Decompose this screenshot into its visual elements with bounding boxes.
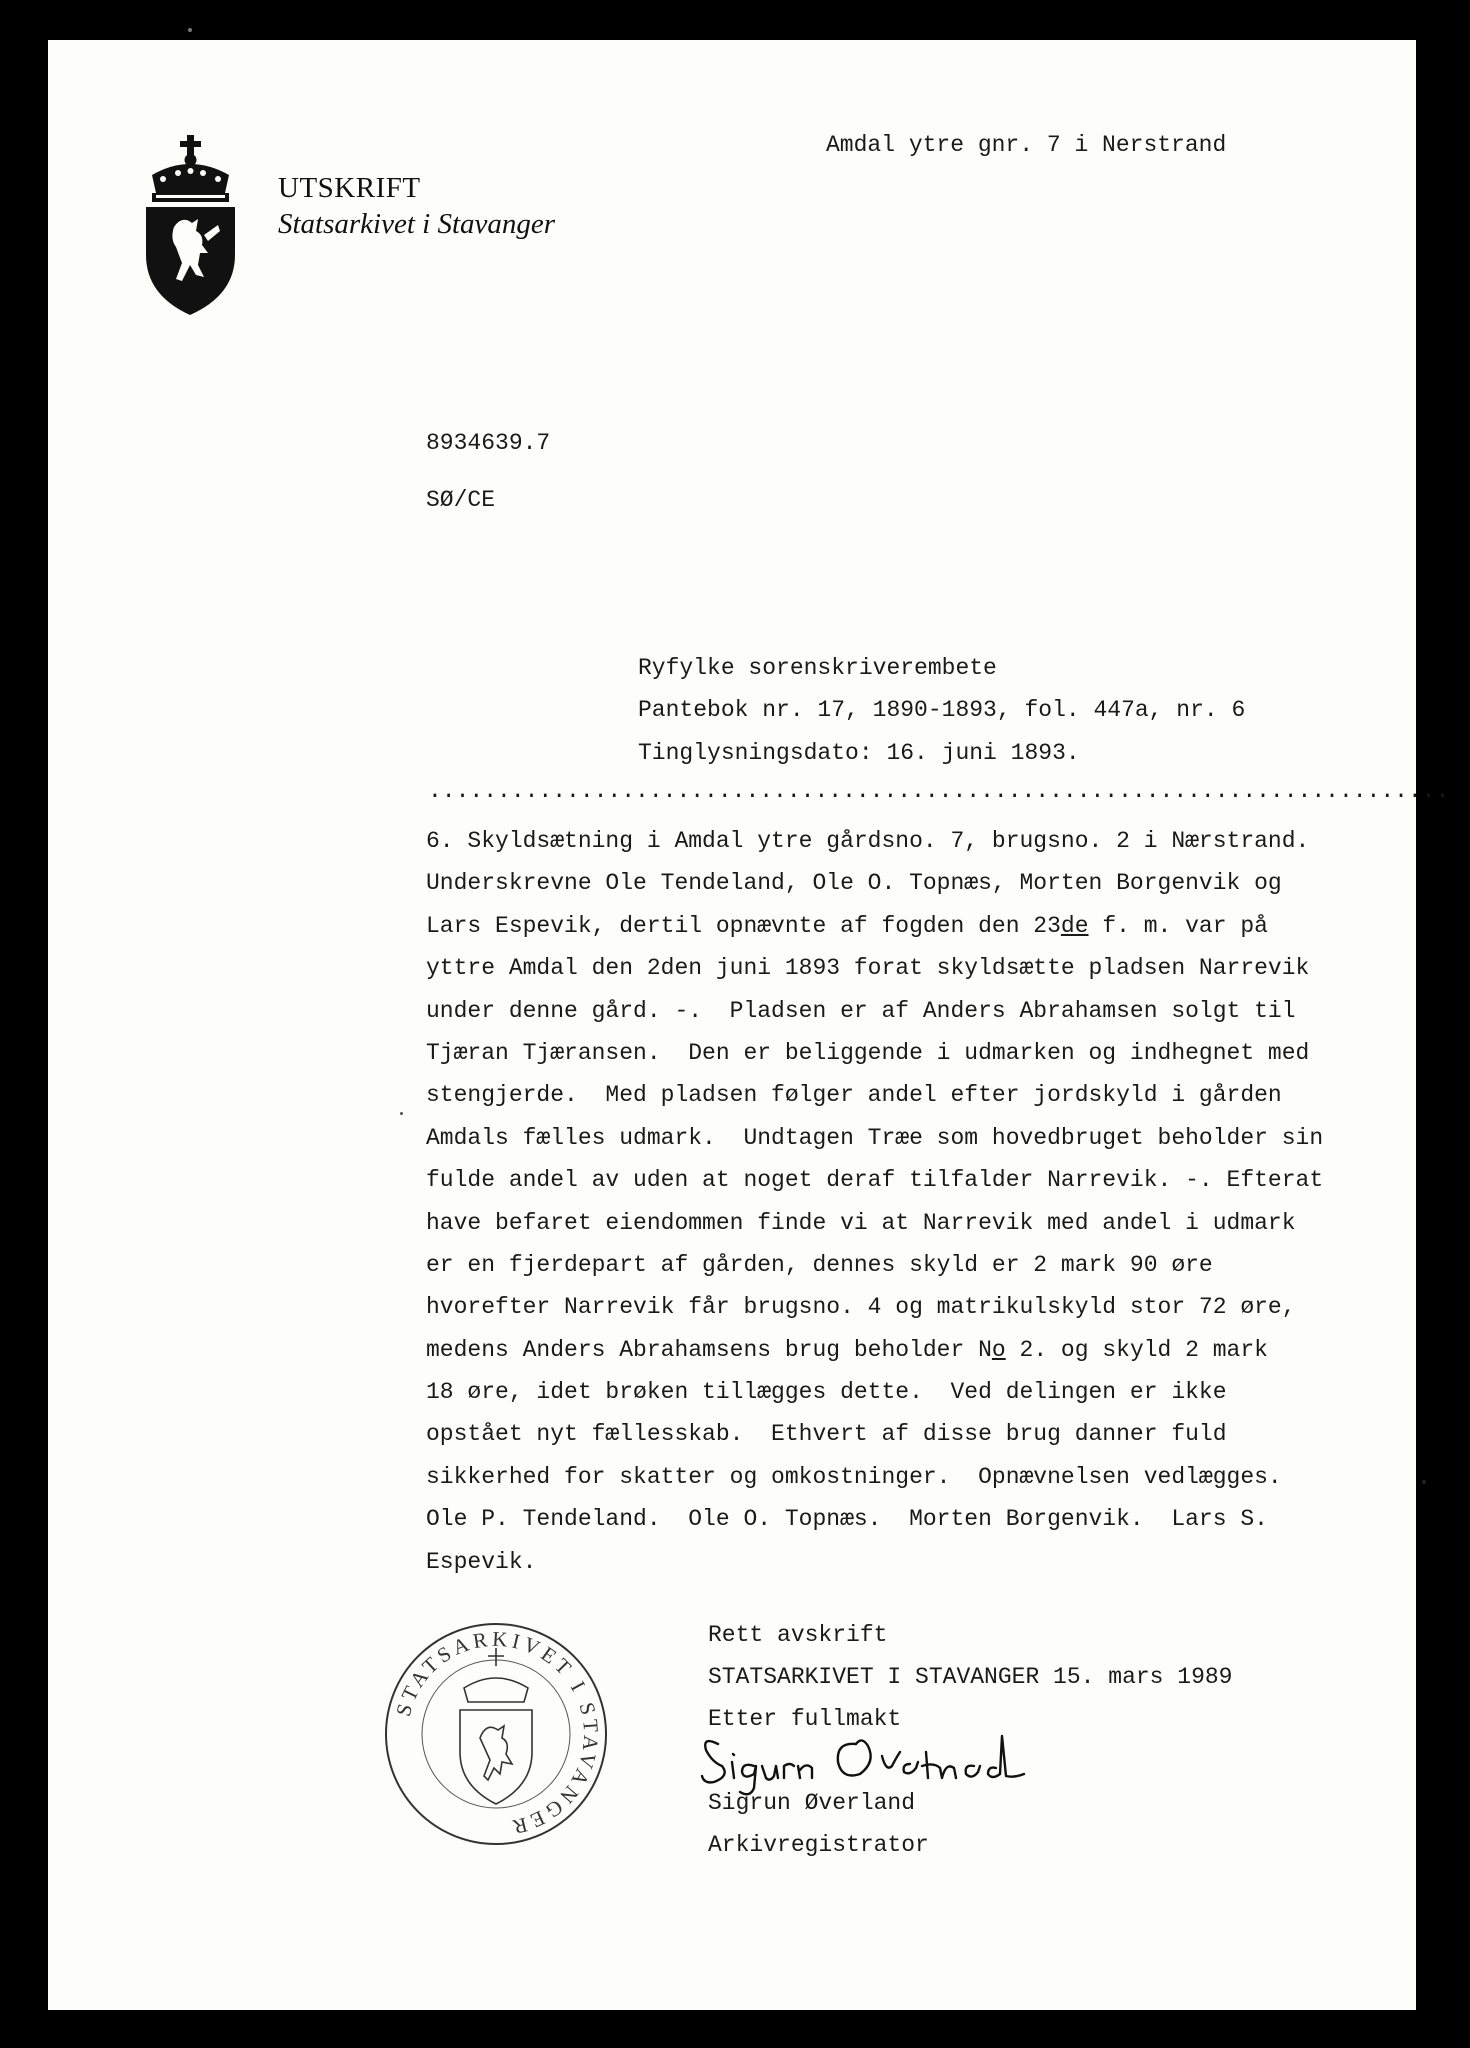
- handwritten-signature: [696, 1722, 1036, 1792]
- body-line: Tjæran Tjæransen. Den er beliggende i udmarken og indhegnet med: [426, 1039, 1310, 1066]
- body-line: yttre Amdal den 2den juni 1893 forat skyldsætte pladsen Narrevik: [426, 955, 1310, 982]
- header-subtitle: Statsarkivet i Stavanger: [278, 208, 556, 240]
- body-text-underlined: o: [991, 1336, 1006, 1363]
- cert-line: Etter fullmakt: [708, 1706, 902, 1732]
- speck: [188, 28, 192, 32]
- body-line: [426, 905, 1366, 947]
- body-line: hvorefter Narrevik får brugsno. 4 og matrikulskyld stor 72 øre,: [426, 1294, 1296, 1321]
- case-number: 8934639.7: [426, 430, 551, 456]
- body-line: Espevik.: [426, 1548, 537, 1575]
- header-title: UTSKRIFT: [278, 172, 421, 204]
- body-text: Lars Espevik, dertil opnævnte af fogden den 23: [426, 912, 1061, 939]
- source-office: Ryfylke sorenskriverembete: [638, 655, 997, 681]
- signer-role: Arkivregistrator: [708, 1832, 929, 1858]
- coat-of-arms-icon: [138, 135, 243, 315]
- dotted-separator: ..........................................................................: [428, 778, 1450, 804]
- body-line: fulde andel av uden at noget deraf tilfalder Narrevik. -. Efterat: [426, 1167, 1324, 1194]
- speck: [400, 1112, 403, 1115]
- body-line: sikkerhed for skatter og omkostninger. Opnævnelsen vedlægges.: [426, 1463, 1282, 1490]
- body-line: Underskrevne Ole Tendeland, Ole O. Topnæs, Morten Borgenvik og: [426, 870, 1282, 897]
- property-title: Amdal ytre gnr. 7 i Nerstrand: [826, 132, 1227, 158]
- case-initials: SØ/CE: [426, 487, 496, 513]
- body-line: Amdals fælles udmark. Undtagen Træe som hovedbruget beholder sin: [426, 1124, 1324, 1151]
- body-line: 18 øre, idet brøken tillægges dette. Ved delingen er ikke: [426, 1379, 1227, 1406]
- speck: [1422, 1480, 1426, 1484]
- body-text-underlined: de: [1060, 912, 1089, 939]
- body-text: f. m. var på: [1088, 912, 1268, 939]
- body-line: er en fjerdepart af gården, dennes skyld er 2 mark 90 øre: [426, 1251, 1213, 1278]
- body-line: Ole P. Tendeland. Ole O. Topnæs. Morten Borgenvik. Lars S.: [426, 1506, 1268, 1533]
- transcript-body: [426, 820, 1366, 1583]
- body-text: medens Anders Abrahamsens brug beholder N: [426, 1336, 992, 1363]
- signer-name: Sigrun Øverland: [708, 1790, 916, 1816]
- source-book: Pantebok nr. 17, 1890-1893, fol. 447a, nr. 6: [638, 697, 1246, 723]
- source-date: Tinglysningsdato: 16. juni 1893.: [638, 740, 1080, 766]
- body-line: [426, 1329, 1366, 1371]
- body-line: 6. Skyldsætning i Amdal ytre gårdsno. 7, brugsno. 2 i Nærstrand.: [426, 828, 1310, 854]
- cert-line: STATSARKIVET I STAVANGER 15. mars 1989: [708, 1664, 1233, 1690]
- archive-seal-icon: [380, 1618, 612, 1850]
- body-line: stengjerde. Med pladsen følger andel efter jordskyld i gården: [426, 1082, 1282, 1109]
- body-line: have befaret eiendommen finde vi at Narrevik med andel i udmark: [426, 1209, 1296, 1236]
- cert-line: Rett avskrift: [708, 1622, 888, 1648]
- body-text: 2. og skyld 2 mark: [1005, 1336, 1268, 1363]
- body-line: opstået nyt fællesskab. Ethvert af disse brug danner fuld: [426, 1421, 1227, 1448]
- seal-text: STATSARKIVET I STAVANGER: [390, 1626, 604, 1841]
- body-line: under denne gård. -. Pladsen er af Anders Abrahamsen solgt til: [426, 997, 1296, 1024]
